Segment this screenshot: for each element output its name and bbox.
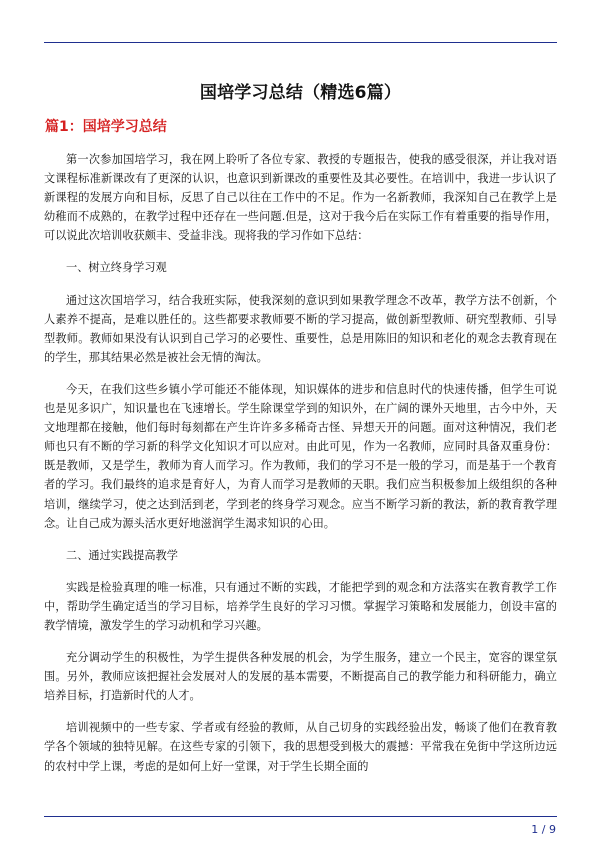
article-body (44, 150, 557, 789)
subheading-1: 一、树立终身学习观 (66, 261, 167, 275)
paragraph-4: 实践是检验真理的唯一标准，只有通过不断的实践，才能把学到的观念和方法落实在教育教学工作中，帮助学生确定适当的学习目标，培养学生良好的学习习惯。掌握学习策略和发展能力，创设丰富的教学情境，激发学生的学习动机和学习兴趣。 (44, 580, 557, 632)
paragraph-1: 第一次参加国培学习，我在网上聆听了各位专家、教授的专题报告，使我的感受很深，并让我对语文课程标准新课改有了更深的认识，也意识到新课改的重要性及其必要性。在培训中，我进一步认识了新课程的发展方向和目标，反思了自己以往在工作中的不足。作为一名新教师，我深知自己在教学上是幼稚而不成熟的，在教学过程中还存在一些问题.但是，这对于我今后在实际工作有着重要的指导作用，可以说此次培训收获颇丰、受益非浅。现将我的学习作如下总结： (44, 153, 557, 243)
page-number: 1 / 9 (531, 823, 556, 836)
top-divider (44, 42, 557, 43)
paragraph-3: 今天，在我们这些乡镇小学可能还不能体现，知识媒体的进步和信息时代的快速传播，但学生可说也是见多识广，知识量也在飞速增长。学生除课堂学到的知识外，在广阔的课外天地里，古今中外，天文地理都在接触，他们每时每刻都在产生许许多多稀奇古怪、异想天开的问题。面对这种情况，我们老师也只有不断的学习新的科学文化知识才可以应对。由此可见，作为一名教师，应同时具备双重身份：既是教师，又是学生，教师为育人而学习。作为教师，我们的学习不是一般的学习，而是基于一个教育者的学习。我们最终的追求是育好人，为育人而学习是教师的天职。我们应当积极参加上级组织的各种培训，继续学习，使之达到活到老，学到老的终身学习观念。应当不断学习新的教法，新的教育教学理念。让自己成为源头活水更好地滋润学生渴求知识的心田。 (44, 382, 557, 530)
bottom-divider (44, 816, 557, 817)
section-title: 篇1：国培学习总结 (45, 119, 167, 135)
paragraph-2: 通过这次国培学习，结合我班实际，使我深刻的意识到如果教学理念不改革，教学方法不创新，个人素养不提高，是难以胜任的。这些都要求教师要不断的学习提高，做创新型教师、研究型教师、引导型教师。教师如果没有认识到自己学习的必要性、重要性，总是用陈旧的知识和老化的观念去教育现在的学生，那其结果必然是被社会无情的淘汰。 (44, 293, 557, 364)
paragraph-6: 培训视频中的一些专家、学者或有经验的教师，从自己切身的实践经验出发，畅谈了他们在教育教学各个领域的独特见解。在这些专家的引领下，我的思想受到极大的震撼：平常我在免街中学这所边远的农村中学上课，考虑的是如何上好一堂课，对于学生长期全面的 (44, 721, 557, 773)
subheading-2: 二、通过实践提高教学 (66, 548, 178, 562)
paragraph-5: 充分调动学生的积极性，为学生提供各种发展的机会，为学生服务，建立一个民主，宽容的课堂氛围。另外，教师应该把握社会发展对人的发展的基本需要，不断提高自己的教学能力和科研能力，确立培养目标，打造新时代的人才。 (44, 651, 557, 703)
page-title: 国培学习总结（精选6篇） (199, 83, 402, 103)
